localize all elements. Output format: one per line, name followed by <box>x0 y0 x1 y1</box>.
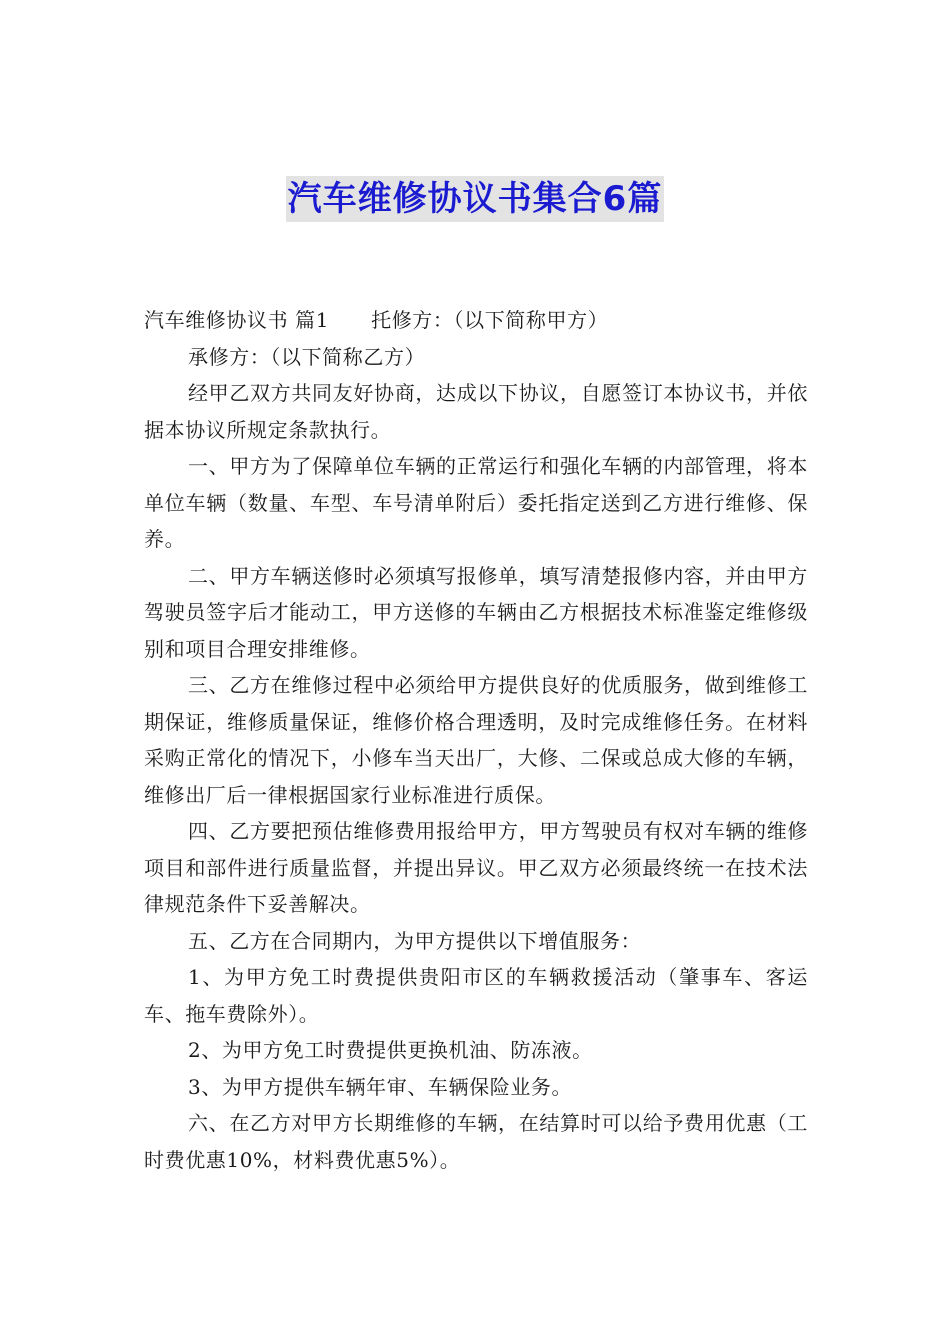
paragraph: 三、乙方在维修过程中必须给甲方提供良好的优质服务，做到维修工期保证，维修质量保证，维修价格合理透明，及时完成维修任务。在材料采购正常化的情况下，小修车当天出厂，大修、二保或总成大修的车辆，维修出厂后一律根据国家行业标准进行质保。 <box>144 673 808 807</box>
list-item: 3、为甲方提供车辆年审、车辆保险业务。 <box>188 1074 573 1099</box>
client-party-line: 托修方：（以下简称甲方） <box>371 308 609 332</box>
list-item: 2、为甲方免工时费提供更换机油、防冻液。 <box>188 1038 593 1062</box>
paragraph: 四、乙方要把预估维修费用报给甲方，甲方驾驶员有权对车辆的维修项目和部件进行质量监督，并提出异议。甲乙双方必须最终统一在技术法律规范条件下妥善解决。 <box>144 819 808 916</box>
paragraph: 一、甲方为了保障单位车辆的正常运行和强化车辆的内部管理，将本单位车辆（数量、车型、车号清单附后）委托指定送到乙方进行维修、保养。 <box>144 454 808 551</box>
document-body <box>144 302 808 1178</box>
paragraph: 五、乙方在合同期内，为甲方提供以下增值服务： <box>188 928 642 953</box>
paragraph: 经甲乙双方共同友好协商，达成以下协议，自愿签订本协议书，并依据本协议所规定条款执行。 <box>144 381 808 442</box>
document-title: 汽车维修协议书集合6篇 <box>286 176 665 222</box>
list-item: 1、为甲方免工时费提供贵阳市区的车辆救援活动（肇事车、客运车、拖车费除外）。 <box>144 965 808 1026</box>
title-container <box>0 176 950 222</box>
paragraph: 六、在乙方对甲方长期维修的车辆，在结算时可以给予费用优惠（工时费优惠10%，材料费优惠5%）。 <box>144 1111 808 1172</box>
section-heading: 汽车维修协议书 篇1 <box>144 308 330 332</box>
paragraph: 二、甲方车辆送修时必须填写报修单，填写清楚报修内容，并由甲方驾驶员签字后才能动工，甲方送修的车辆由乙方根据技术标准鉴定维修级别和项目合理安排维修。 <box>144 563 808 661</box>
first-line <box>144 302 808 339</box>
paragraph: 承修方：（以下简称乙方） <box>188 344 426 369</box>
